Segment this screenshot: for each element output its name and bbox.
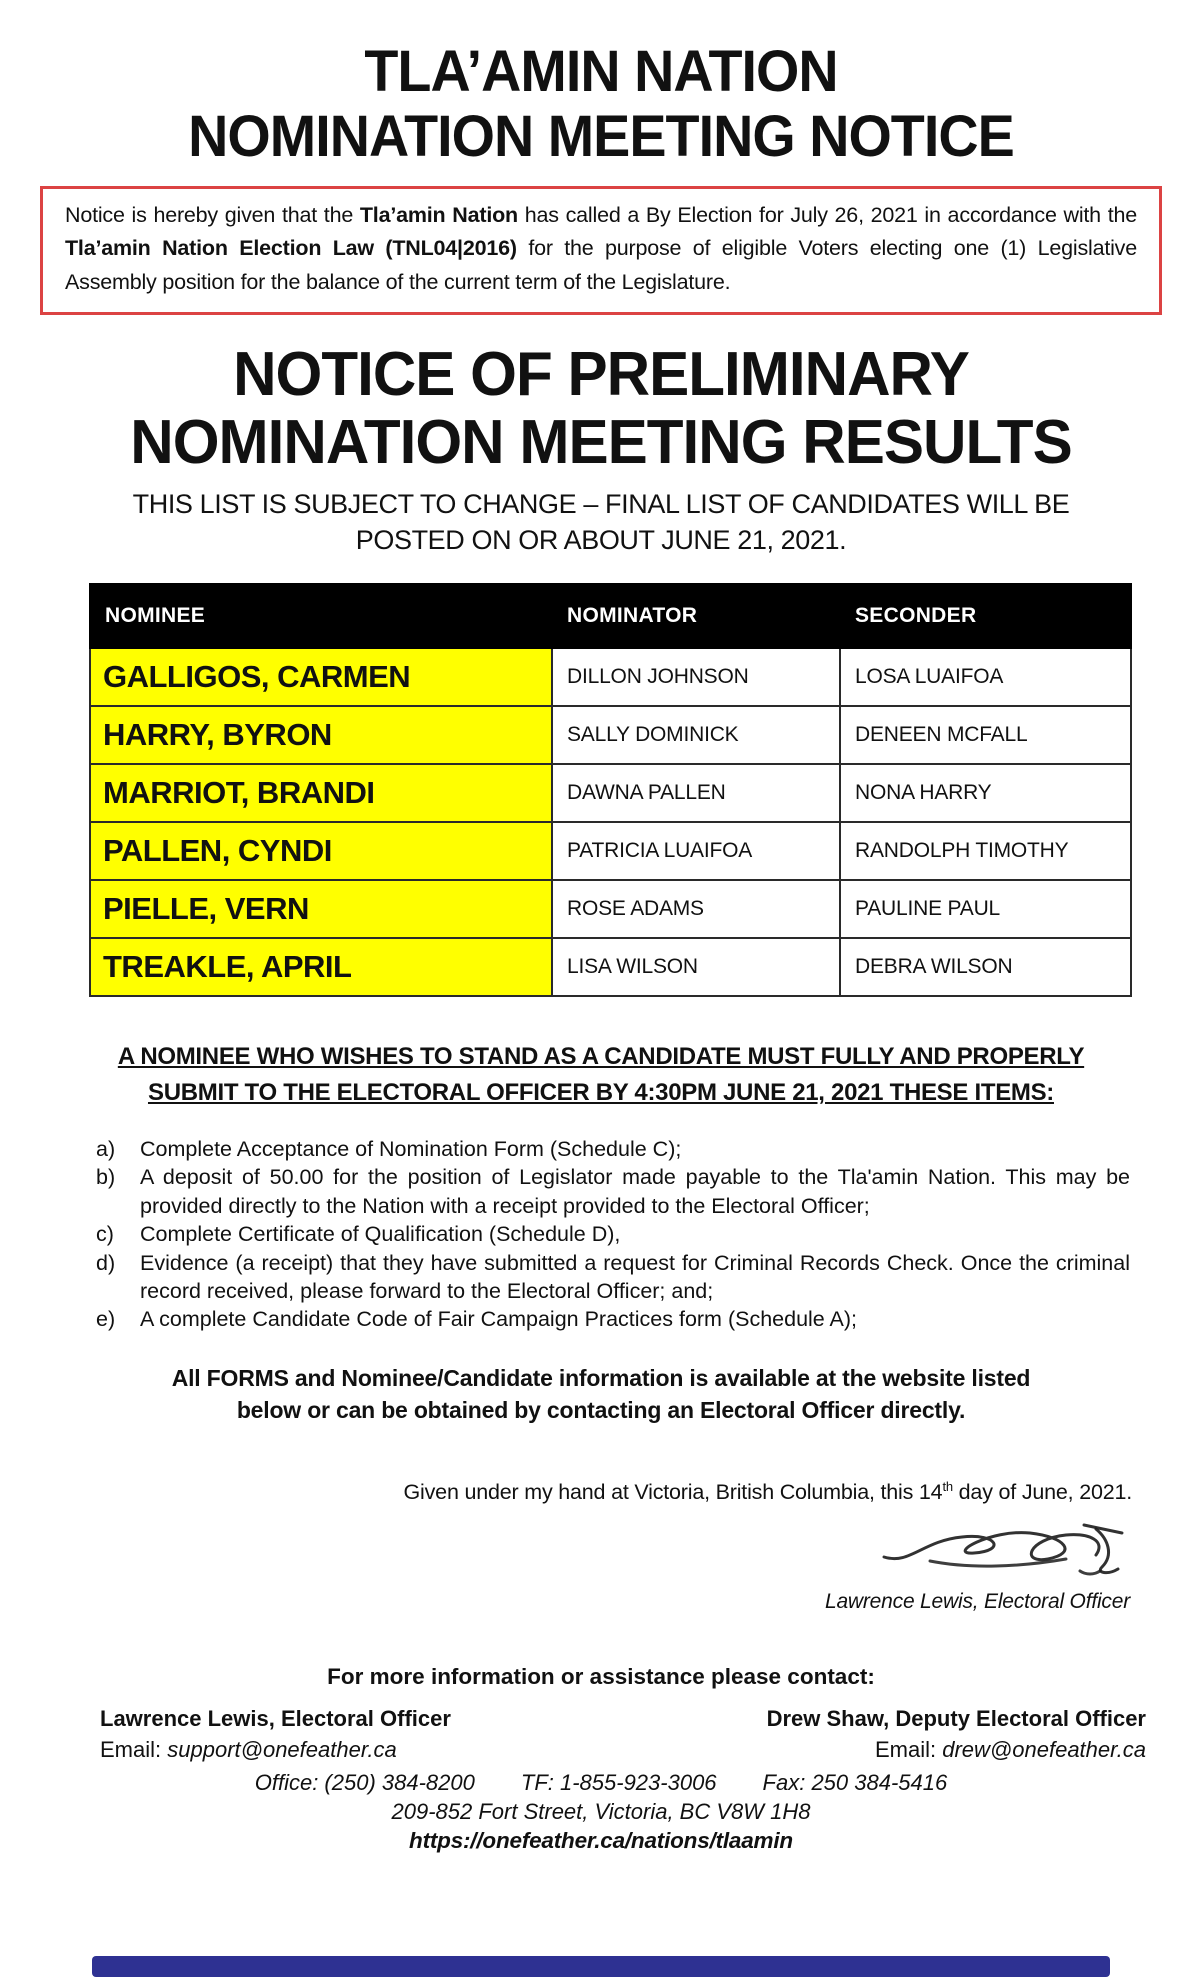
column-header-nominator: NOMINATOR <box>552 584 840 648</box>
signature-caption: Lawrence Lewis, Electoral Officer <box>824 1590 1130 1614</box>
footer-bar <box>92 1956 1110 1977</box>
table-row <box>90 706 1131 764</box>
contact-name-deputy-electoral-officer: Drew Shaw, Deputy Electoral Officer <box>766 1706 1146 1732</box>
list-item-marker: a) <box>96 1137 116 1162</box>
email-label: Email: <box>100 1736 168 1762</box>
results-subtitle-line2: POSTED ON OR ABOUT JUNE 21, 2021. <box>355 525 847 556</box>
requirements-list <box>96 1135 1130 1334</box>
list-item <box>96 1135 1130 1163</box>
list-item <box>96 1163 1130 1220</box>
contact-right-column <box>767 1704 1146 1766</box>
by-election-notice-box <box>40 186 1162 315</box>
nominee-cell: GALLIGOS, CARMEN <box>90 648 552 706</box>
contact-name-electoral-officer: Lawrence Lewis, Electoral Officer <box>100 1706 451 1732</box>
list-item-text: Complete Certificate of Qualification (Schedule D), <box>140 1222 621 1247</box>
document-title <box>0 40 1202 170</box>
requirements-heading-line2: SUBMIT TO THE ELECTORAL OFFICER BY 4:30PM JUNE 21, 2021 THESE ITEMS: <box>147 1079 1054 1107</box>
attestation-text: Given under my hand at Victoria, British Columbia, this 14 <box>403 1480 943 1505</box>
tollfree-phone: TF: 1-855-923-3006 <box>520 1769 717 1795</box>
nominees-table <box>89 583 1132 997</box>
list-item <box>96 1220 1130 1248</box>
nominee-cell: TREAKLE, APRIL <box>90 938 552 996</box>
table-row <box>90 648 1131 706</box>
email-label: Email: <box>875 1736 943 1762</box>
nominee-cell: MARRIOT, BRANDI <box>90 764 552 822</box>
nominee-cell: HARRY, BYRON <box>90 706 552 764</box>
fax-number: Fax: 250 384-5416 <box>762 1769 948 1795</box>
office-phone: Office: (250) 384-8200 <box>254 1769 475 1795</box>
list-item-marker: b) <box>96 1165 116 1190</box>
email-address: drew@onefeather.ca <box>942 1736 1146 1762</box>
list-item <box>96 1305 1130 1333</box>
signature-image <box>870 1511 1130 1583</box>
results-subtitle-line1: THIS LIST IS SUBJECT TO CHANGE – FINAL LIST OF CANDIDATES WILL BE <box>132 489 1070 520</box>
attestation-text: day of June, 2021. <box>952 1480 1132 1505</box>
table-row <box>90 938 1131 996</box>
table-row <box>90 822 1131 880</box>
nominee-cell: PALLEN, CYNDI <box>90 822 552 880</box>
notice-bold-nation: Tla’amin Nation <box>359 202 518 227</box>
forms-availability-note <box>0 1362 1202 1427</box>
nominator-cell: ROSE ADAMS <box>552 880 840 938</box>
column-header-seconder: SECONDER <box>840 584 1131 648</box>
document-title-line1: TLA’AMIN NATION <box>364 39 838 104</box>
list-item-text: Evidence (a receipt) that they have submitted a request for Criminal Records Check. Once the criminal record received, please forward to the Electoral Officer; and; <box>140 1250 1130 1303</box>
notice-text: has called a By Election for July 26, 2021 in accordance with the <box>517 202 1138 227</box>
email-address: support@onefeather.ca <box>167 1736 397 1762</box>
contact-email-line <box>767 1735 1146 1766</box>
contact-columns <box>100 1704 1146 1766</box>
nominator-cell: PATRICIA LUAIFOA <box>552 822 840 880</box>
nominator-cell: SALLY DOMINICK <box>552 706 840 764</box>
list-item-text: A deposit of 50.00 for the position of Legislator made payable to the Tla'amin Nation. This may be provided directly to the Nation with a receipt provided to the Electoral Officer; <box>140 1165 1130 1218</box>
list-item-marker: c) <box>96 1222 114 1247</box>
nominator-cell: DILLON JOHNSON <box>552 648 840 706</box>
document-title-line2: NOMINATION MEETING NOTICE <box>188 103 1014 169</box>
contact-heading: For more information or assistance please contact: <box>327 1664 875 1690</box>
nominator-cell: LISA WILSON <box>552 938 840 996</box>
table-header-row <box>90 584 1131 648</box>
seconder-cell: DEBRA WILSON <box>840 938 1131 996</box>
notice-text: Notice is hereby given that the <box>65 202 360 227</box>
results-heading-line1: NOTICE OF PRELIMINARY <box>233 339 969 409</box>
nominator-cell: DAWNA PALLEN <box>552 764 840 822</box>
requirements-heading-line1: A NOMINEE WHO WISHES TO STAND AS A CANDIDATE MUST FULLY AND PROPERLY <box>117 1043 1085 1071</box>
list-item-text: Complete Acceptance of Nomination Form (Schedule C); <box>140 1137 682 1162</box>
list-item-marker: d) <box>96 1250 116 1275</box>
contact-left-column <box>100 1704 451 1766</box>
results-heading <box>0 341 1202 477</box>
list-item-marker: e) <box>96 1307 116 1332</box>
forms-note-line1: All FORMS and Nominee/Candidate information is available at the website listed <box>171 1364 1031 1391</box>
attestation-line <box>0 1479 1132 1505</box>
results-heading-line2: NOMINATION MEETING RESULTS <box>130 408 1072 478</box>
contact-email-line <box>100 1735 451 1766</box>
attestation-superscript: th <box>942 1478 953 1494</box>
seconder-cell: RANDOLPH TIMOTHY <box>840 822 1131 880</box>
seconder-cell: LOSA LUAIFOA <box>840 648 1131 706</box>
seconder-cell: DENEEN MCFALL <box>840 706 1131 764</box>
notice-bold-election-law: Tla’amin Nation Election Law (TNL04|2016) <box>65 236 517 261</box>
street-address: 209-852 Fort Street, Victoria, BC V8W 1H8 <box>391 1798 811 1824</box>
forms-note-line2: below or can be obtained by contacting an Electoral Officer directly. <box>236 1397 966 1424</box>
list-item <box>96 1249 1130 1306</box>
table-row <box>90 880 1131 938</box>
seconder-cell: PAULINE PAUL <box>840 880 1131 938</box>
nominee-cell: PIELLE, VERN <box>90 880 552 938</box>
seconder-cell: NONA HARRY <box>840 764 1131 822</box>
list-item-text: A complete Candidate Code of Fair Campaign Practices form (Schedule A); <box>140 1307 858 1332</box>
signature-block <box>0 1511 1130 1614</box>
phone-numbers-line <box>0 1770 1202 1796</box>
results-subtitle <box>0 487 1202 559</box>
website-line <box>0 1828 1202 1854</box>
column-header-nominee: NOMINEE <box>90 584 552 648</box>
notice-text: for the purpose of eligible Voters electing one (1) Legislative Assembly position for the balance of the current term of the Legislature. <box>65 236 1137 294</box>
table-row <box>90 764 1131 822</box>
website-link[interactable]: https://onefeather.ca/nations/tlaamin <box>409 1827 793 1853</box>
requirements-heading <box>0 1039 1202 1111</box>
